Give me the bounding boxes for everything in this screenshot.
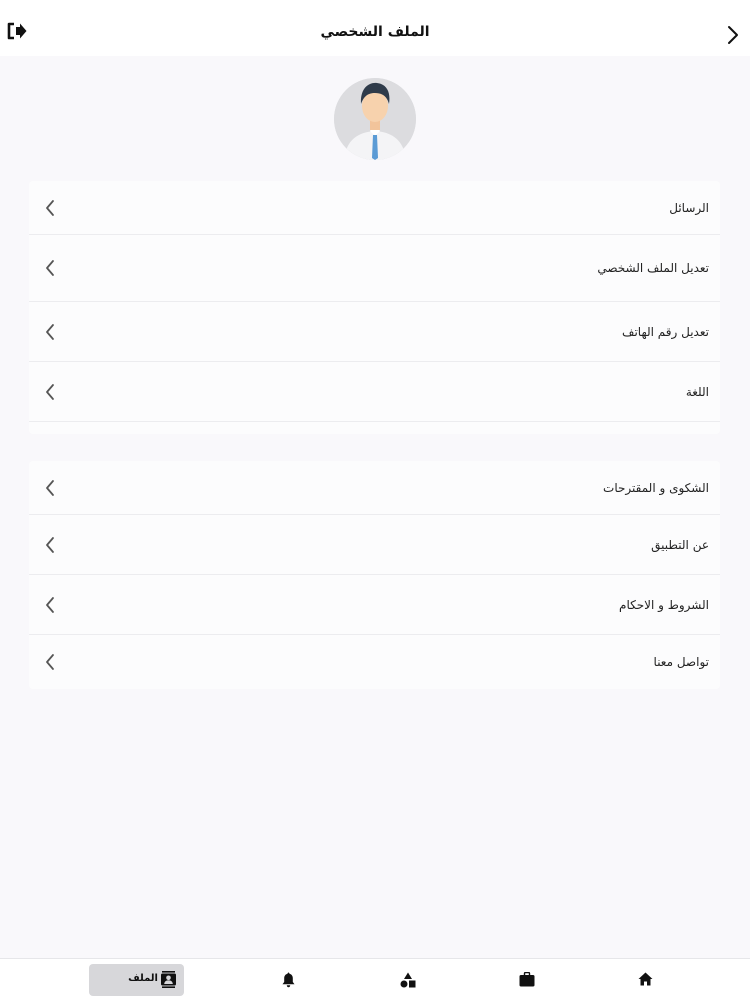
user-avatar-icon (334, 78, 416, 160)
chevron-left-icon (45, 259, 55, 277)
chevron-left-icon (45, 383, 55, 401)
menu-item-label: تعديل رقم الهاتف (622, 324, 709, 339)
page-title: الملف الشخصي (320, 24, 430, 40)
menu-item-label: عن التطبيق (651, 537, 709, 552)
bell-icon (282, 972, 295, 988)
menu-item-contact-us[interactable] (29, 635, 720, 689)
menu-item-label: تعديل الملف الشخصي (597, 261, 709, 275)
menu-group-support (29, 461, 720, 689)
menu-item-label: الرسائل (669, 200, 709, 215)
tab-profile-label: الملف (128, 973, 158, 984)
shapes-icon (400, 972, 416, 988)
tab-home[interactable] (632, 959, 660, 1000)
menu-item-label: اللغة (685, 384, 709, 399)
chevron-left-icon (45, 323, 55, 341)
menu-item-label: تواصل معنا (653, 655, 709, 669)
menu-item-about-app[interactable] (29, 515, 720, 575)
menu-item-terms[interactable] (29, 575, 720, 635)
chevron-right-icon[interactable] (726, 25, 740, 45)
tab-notifications[interactable] (276, 959, 302, 1000)
menu-item-edit-profile[interactable] (29, 235, 720, 302)
menu-group-account (29, 181, 720, 434)
menu-item-language[interactable] (29, 362, 720, 422)
chevron-left-icon (45, 199, 55, 217)
tab-categories[interactable] (394, 959, 422, 1000)
tab-profile[interactable] (89, 964, 184, 996)
avatar[interactable] (334, 78, 416, 160)
menu-item-messages[interactable] (29, 181, 720, 235)
bottom-tab-bar (0, 958, 750, 1000)
menu-item-edit-phone[interactable] (29, 302, 720, 362)
home-icon (638, 972, 653, 986)
briefcase-icon (519, 972, 535, 987)
chevron-left-icon (45, 596, 55, 614)
contact-card-icon (161, 971, 176, 988)
menu-item-complaints[interactable] (29, 461, 720, 515)
tab-orders[interactable] (513, 959, 541, 1000)
chevron-left-icon (45, 536, 55, 554)
chevron-left-icon (45, 479, 55, 497)
chevron-left-icon (45, 653, 55, 671)
menu-item-label: الشروط و الاحكام (619, 597, 709, 612)
app-header (0, 0, 750, 56)
menu-item-label: الشكوى و المقترحات (603, 480, 709, 495)
